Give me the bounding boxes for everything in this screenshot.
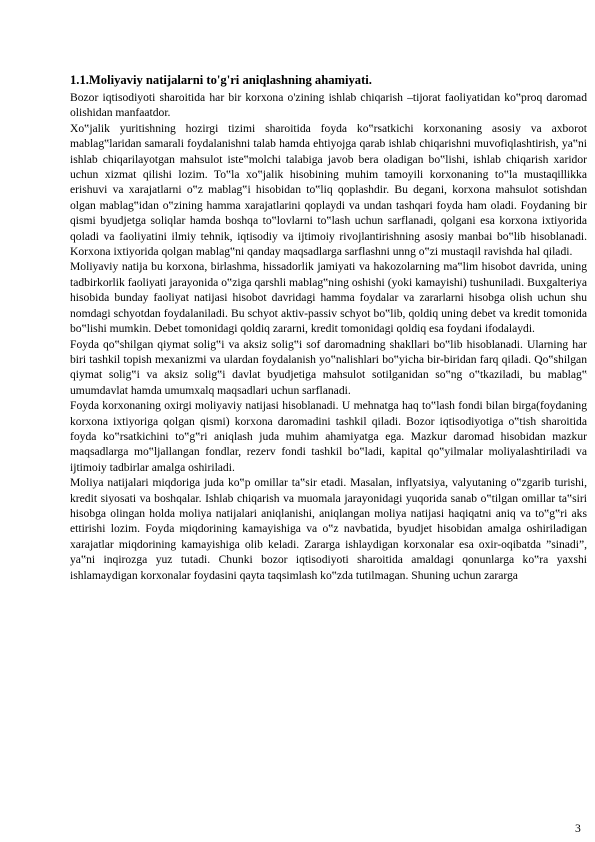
paragraph-vat-excise: Foyda qo‟shilgan qiymat solig‟i va aksiz solig‟i sof daromadning shakllari bo‟lib hisoblanadi. Ularning har biri tashkil topish mexanizmi va ulardan foydalanish yo‟nalishlari bo‟yicha bir-biridan farq qiladi. Qo‟shilgan qiymat solig‟i va aksiz solig‟i davlat byudjetiga mahsulot sotilganidan so‟ng o‟tkaziladi, bu mablag‟ umumdavlat hamda umumxalq maqsadlari uchun sarflanadi. <box>70 337 587 397</box>
paragraph-factors: Moliya natijalari miqdoriga juda ko‟p omillar ta‟sir etadi. Masalan, inflyatsiya, valyutaning o‟zgarib turishi, kredit siyosati va boshqalar. Ishlab chiqarish va muomala jarayonidagi yuqorida sanab o‟tilgan omillar ta‟siri hisobga olingan holda moliya natijalari aniqlanishi, aniqlangan moliya natijasi haqiqatni aniq va to‟g‟ri aks ettirishi lozim. Foyda miqdorining kamayishiga va o‟z navbatida, byudjet hisobidan amalga oshiriladigan xarajatlar miqdorining kamayishiga olib keladi. Zararga ishlaydigan korxonalar esa oxir-oqibatda ”sinadi”, ya‟ni inqirozga yuz tutadi. Chunki bozor iqtisodiyoti sharoitida amaldagi qonunlarga ko‟ra yaxshi ishlamaydigan korxonalar foydasini qayta taqsimlash ko‟zda tutilmagan. Shuning uchun zararga <box>70 476 587 582</box>
paragraph-financial-result: Moliyaviy natija bu korxona, birlashma, hissadorlik jamiyati va hakozolarning ma‟lim hisobot davrida, uning tadbirkorlik faoliyati jarayonida o‟ziga qarshli mablag‟ning oshishi (yoki kamayishi) tushuniladi. Buxgalteriya hisobida bunday faoliyat natijasi hisobot davridagi hamma foydalar va zararlarni hisobga olish uchun shu nomdagi schyotdan foydalaniladi. Bu schyot aktiv-passiv schyot bo‟lib, qoldiq uning debet va kredit tomonida bo‟lishi mumkin. Debet tomonidagi qoldiq zararni, kredit tomonidagi qoldiq esa foydani ifodalaydi. <box>70 260 587 336</box>
paragraph-intro: Bozor iqtisodiyoti sharoitida har bir korxona o'zining ishlab chiqarish –tijorat faoliyatidan ko‟proq daromad olishidan manfaatdor. <box>70 91 587 120</box>
paragraph-final-result: Foyda korxonaning oxirgi moliyaviy natijasi hisoblanadi. U mehnatga haq to‟lash fondi bilan birga(foydaning korxona ixtiyoriga qolgan qismi) korxona daromadini tashkil qiladi. Bozor iqtisodiyotiga o‟tish sharoitida foyda ko‟rsatkichini to‟g‟ri aniqlash juda muhim ahamiyatga ega. Mazkur daromad hisobidan mazkur maqsadlarga mo‟ljallangan fondlar, rezerv fondi tashkil bo‟ladi, kapital qo‟yilmalar moliyalashtiriladi va ijtimoiy tadbirlar amalga oshiriladi. <box>70 399 587 474</box>
section-heading: 1.1.Moliyaviy natijalarni to'g'ri aniqlashning ahamiyati. <box>70 73 372 87</box>
document-page <box>70 72 587 583</box>
paragraph-profit-indicator: Xo‟jalik yuritishning hozirgi tizimi sharoitida foyda ko‟rsatkichi korxonaning asosiy va axborot mablag‟laridan samarali foydalanishni talab hamda ehtiyojga qarab ishlab chiqarishni muvofiqlashtirish, ya‟ni ishlab chiqarilayotgan mahsulot iste‟molchi talabiga javob bera oladigan bo‟lishi, ishlab chiqarish xaridor uchun xizmat qilishi lozim. To‟la xo‟jalik hisobining muhim tamoyili korxonaning to‟la mustaqillikka erishuvi va xarajatlarni o‟z mablag‟i hisobidan to‟liq qoplashdir. Bu degani, korxona mahsulot sotishdan olgan mablag‟idan o‟zining hamma xarajatlarini qoplaydi va undan tashqari foyda ham oladi. Foydaning bir qismi byudjetga soliqlar hamda boshqa to‟lovlarni to‟lash uchun sarflanadi, qolgani esa korxona ixtiyorida qoladi va faoliyatini ilmiy tehnik, iqtisodiy va ijtimoiy rivojlantirishning asosiy manbai bo‟lib hisoblanadi. Korxona ixtiyorida qolgan mablag‟ni qanday maqsadlarga sarflashni unng o‟zi mustaqil ravishda hal qiladi. <box>70 121 587 259</box>
page-number: 3 <box>575 822 581 835</box>
